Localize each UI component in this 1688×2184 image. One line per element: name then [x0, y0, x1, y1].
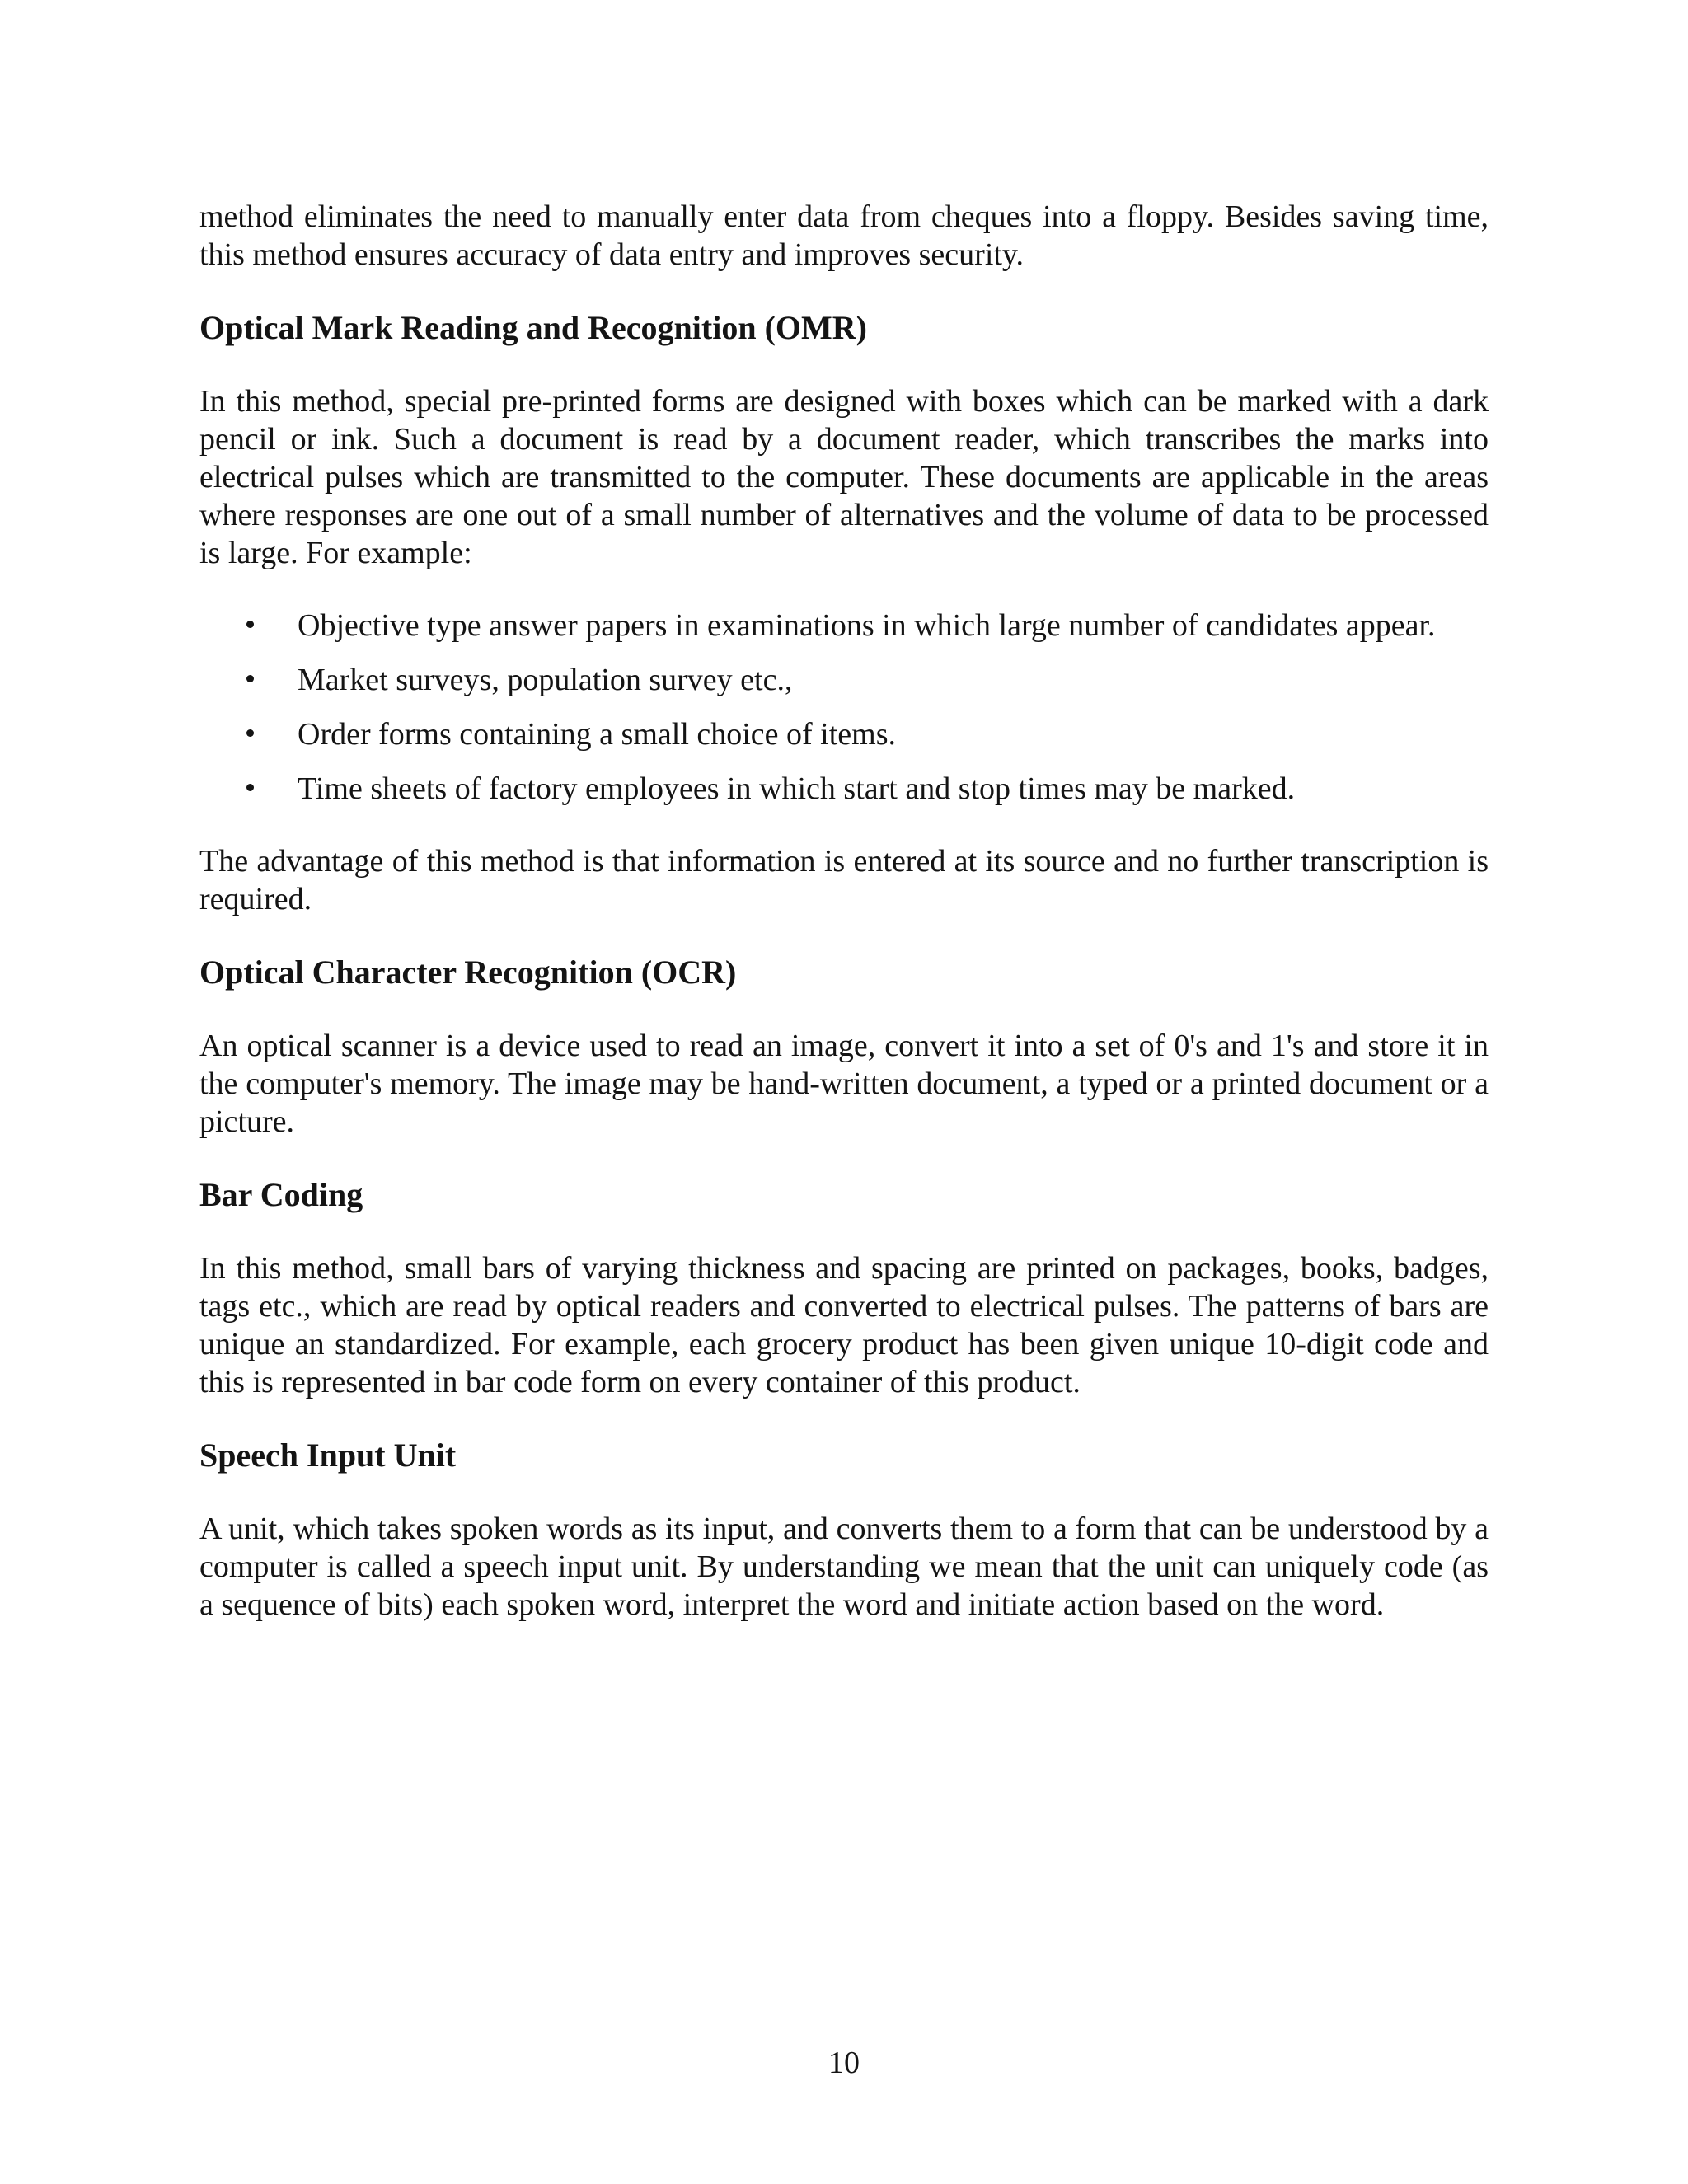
omr-example-list [199, 607, 1489, 808]
list-item-text: Objective type answer papers in examinations in which large number of candidates appear. [298, 608, 1436, 643]
list-item [199, 770, 1489, 808]
list-item-text: Market surveys, population survey etc., [298, 663, 793, 697]
document-page [199, 198, 1489, 1624]
bullet-icon [246, 784, 254, 791]
list-item-text: Order forms containing a small choice of items. [298, 717, 897, 752]
omr-advantage-paragraph: The advantage of this method is that information is entered at its source and no further transcription is required. [199, 844, 1489, 916]
bar-coding-paragraph: In this method, small bars of varying thickness and spacing are printed on packages, books, badges, tags etc., which are read by optical readers and converted to electrical pulses. The patterns of bars are unique an standardized. For example, each grocery product has been given unique 10-digit code and this is represented in bar code form on every container of this product. [199, 1251, 1489, 1399]
bullet-icon [246, 621, 254, 628]
list-item [199, 607, 1489, 644]
speech-input-paragraph: A unit, which takes spoken words as its input, and converts them to a form that can be understood by a computer is called a speech input unit. By understanding we mean that the unit can uniquely code (as a sequence of bits) each spoken word, interpret the word and initiate action based on the word. [199, 1511, 1489, 1622]
list-item-text: Time sheets of factory employees in which start and stop times may be marked. [298, 771, 1296, 806]
list-item [199, 661, 1489, 699]
ocr-heading: Optical Character Recognition (OCR) [199, 954, 737, 991]
bar-coding-heading: Bar Coding [199, 1176, 363, 1213]
ocr-paragraph: An optical scanner is a device used to read an image, convert it into a set of 0's and 1's and store it in the computer's memory. The image may be hand-written document, a typed or a printed document or a picture. [199, 1029, 1489, 1139]
bullet-icon [246, 675, 254, 682]
speech-input-heading: Speech Input Unit [199, 1436, 457, 1474]
page-number: 10 [828, 2046, 860, 2080]
omr-heading: Optical Mark Reading and Recognition (OMR) [199, 309, 867, 346]
bullet-icon [246, 729, 254, 737]
omr-paragraph: In this method, special pre-printed forms are designed with boxes which can be marked with a dark pencil or ink. Such a document is read by a document reader, which transcribes the marks into electrical pulses which are transmitted to the computer. These documents are applicable in the areas where responses are one out of a small number of alternatives and the volume of data to be processed is large. For example: [199, 384, 1489, 570]
intro-paragraph: method eliminates the need to manually enter data from cheques into a floppy. Besides saving time, this method ensures accuracy of data entry and improves security. [199, 199, 1489, 272]
list-item [199, 715, 1489, 753]
